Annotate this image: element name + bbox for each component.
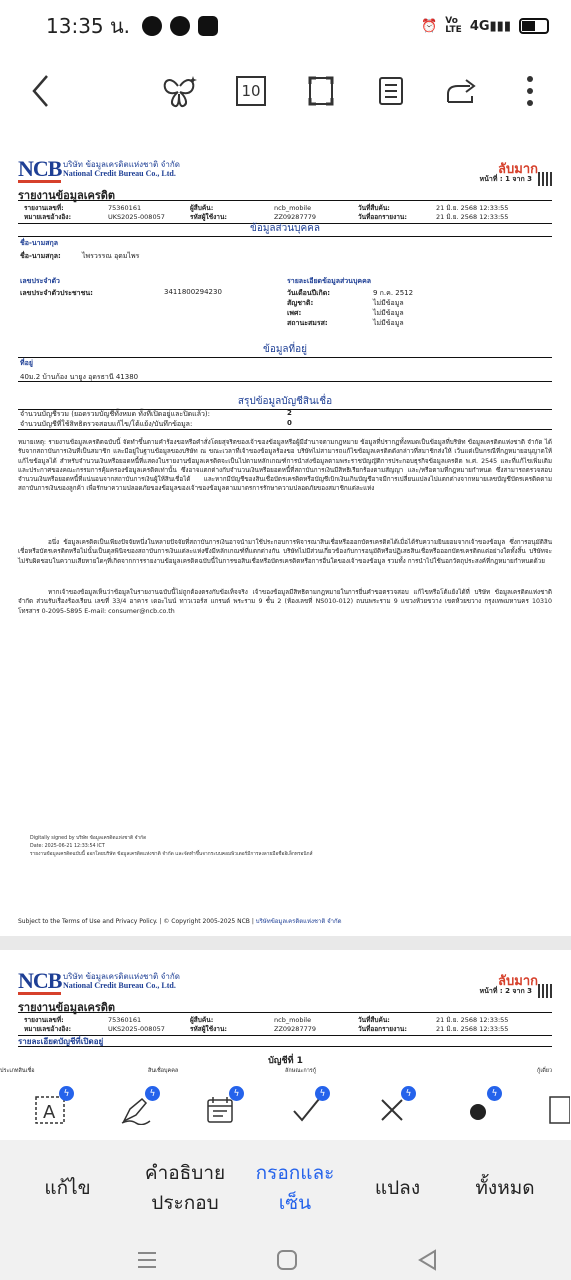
status-bar (0, 0, 571, 52)
more-vertical-icon (526, 75, 534, 107)
tab-annotate[interactable]: คำอธิบาย ประกอบ (144, 1162, 226, 1214)
dob-label: วันเดือนปีเกิด: (287, 289, 331, 297)
report-header (18, 158, 552, 186)
col-single-borrower: กู้เดี่ยว (537, 1068, 553, 1074)
chevron-left-icon (31, 74, 51, 108)
marital-label: สถานะสมรส: (287, 319, 328, 327)
page-info: หน้าที่ : 2 จาก 3 (479, 987, 532, 995)
home-icon (276, 1249, 298, 1271)
rectangle-icon (540, 1095, 570, 1125)
sum1-label: จำนวนบัญชีรวม (ยอดรวมบัญชีทั้งหมด ทั้งที่เปิดอยู่และปิดแล้ว): (20, 410, 211, 418)
section-summary: สรุปข้อมูลบัญชีสินเชื่อ (18, 394, 552, 410)
section-personal: ข้อมูลส่วนบุคคล (18, 221, 552, 237)
id-label: เลขประจำตัวประชาชน: (20, 289, 93, 297)
rectangle-tool[interactable] (540, 1090, 570, 1130)
marital-value: ไม่มีข้อมูล (373, 319, 404, 327)
note-paragraph-3: หากเจ้าของข้อมูลเห็นว่าข้อมูลในรายงานฉบับนี้ไม่ถูกต้องตรงกับข้อเท็จจริง เจ้าของข้อมูลมีสิทธิตามกฎหมายในการยื่นคำขอตรวจสอบ แก้ไขหรือโต้แย้งได้ที่ บริษัท ข้อมูลเครดิตแห่งชาติ จำกัด ส่วนรับเรื่องร้องเรียน เลขที่ 33/4 อาคาร เดอะไนน์ ทาวเวอร์ส แกรนด์ พระราม 9 ชั้น 2 (ห้องเลขที่ NS010-012) ถนนพระราม 9 แขวงห้วยขวาง เขตห้วยขวาง กรุงเทพมหานคร 10310 โทรสาร 0-2095-5895 E-mail: consumer@ncb.co.th (18, 589, 552, 615)
back-button[interactable] (26, 74, 56, 108)
nationality-label: สัญชาติ: (287, 299, 314, 307)
ncb-logo: NCB (18, 968, 62, 993)
note-paragraph-2: อนึ่ง ข้อมูลเครดิตเป็นเพียงปัจจัยหนึ่งในหลายปัจจัยที่สถาบันการเงินอาจนำมาใช้ประกอบการพิจารณาสินเชื่อหรือออกบัตรเครดิตได้เมื่อได้รับความยินยอมจากเจ้าของข้อมูล ซึ่งการอนุมัติสินเชื่อหรือบัตรเครดิตหรือไม่นั้นเป็นดุลพินิจของสถาบันการเงินแต่ละแห่งซึ่งมีหลักเกณฑ์ที่แตกต่างกัน บริษัทไม่มีส่วนเกี่ยวข้องกับการอนุมัติหรือปฏิเสธสินเชื่อหรือออกบัตรเครดิตแต่อย่างใดทั้งสิ้น บริษัทจะไม่รับผิดชอบในความเสียหายใดๆที่เกิดจากการรายงานข้อมูลเครดิตฉบับนี้ในการขอสินเชื่อหรือบัตรเครดิตหรือการอื่นใดของเจ้าของข้อมูล รวมทั้ง การนำไปใช้นอกวัตถุประสงค์ที่กฎหมายกำหนดด้วย (18, 539, 552, 565)
company-name-en: National Credit Bureau Co., Ltd. (63, 981, 176, 990)
ai-assistant-button[interactable] (160, 74, 200, 108)
tab-all[interactable]: ทั้งหมด (475, 1177, 535, 1199)
company-name-th: บริษัท ข้อมูลเครดิตแห่งชาติ จำกัด (63, 160, 180, 169)
name-heading: ชื่อ-นามสกุล (20, 239, 58, 247)
lightning-icon: ϟ (145, 1086, 160, 1101)
report-header (18, 970, 552, 998)
section-address: ข้อมูลที่อยู่ (18, 342, 552, 358)
sum1-value: 2 (287, 409, 292, 417)
checkmark-icon (291, 1095, 321, 1125)
volte-icon: Vo LTE (445, 16, 462, 35)
system-nav-bar (0, 1240, 571, 1280)
reader-mode-button[interactable] (376, 74, 406, 108)
address-value: 40ม.2 บ้านก้อง นายูง อุดรธานี 41380 (20, 373, 139, 381)
note-paragraph-1: หมายเหตุ: รายงานข้อมูลเครดิตฉบับนี้ จัดทำขึ้นตามคำร้องขอหรือคำสั่งโดยสุจริตของเจ้าของข้อมูลหรือผู้มีอำนาจตามกฎหมาย ข้อมูลที่ปรากฏทั้งหมดเป็นข้อมูลที่บริษัท ข้อมูลเครดิตแห่งชาติ จำกัด ได้รับจากสถาบันการเงินที่เป็นสมาชิก และมีอยู่ในฐานข้อมูลของบริษัท ณ ขณะเวลาที่เจ้าของข้อมูลร้องขอ บริษัทไม่สามารถแก้ไขข้อมูลเครดิตดังกล่าวที่สมาชิกส่งให้ เว้นแต่เป็นกรณีที่กฎหมายอนุญาตให้แก้ไขข้อมูลได้ สำหรับจำนวนเงินหรือยอดหนี้ที่แสดงในรายงานข้อมูลเครดิตจะเป็นไปตามหลักเกณฑ์การนำส่งข้อมูลตามพระราชบัญญัติการประกอบธุรกิจข้อมูลเครดิต พ.ศ. 2545 และที่แก้ไขเพิ่มเติม และประกาศของคณะกรรมการคุ้มครองข้อมูลเครดิตเท่านั้น ซึ่งอาจแตกต่างกับจำนวนเงินหรือยอดหนี้ที่สถาบันการเงินมีสิทธิเรียกร้องตามสัญญา และ/หรือตามที่กฎหมายกำหนด ซึ่งสามารถตรวจสอบจำนวนเงินหรือยอดหนี้ที่แน่นอนจากสถาบันการเงินผู้ให้สินเชื่อได้ และหากมีบัญชีของสินเชื่อบัตรเครดิตหรือบัญชีเบิกเงินเกินบัญชีอาจมีการเปลี่ยนแปลงไปแตกต่างจากหมายเลขบัญชีบัตรเครดิตตามสถาบันการเงินของลูกค้า เพื่อรักษาความปลอดภัยของข้อมูลของเจ้าของข้อมูลตามมาตรการรักษาความปลอดภัยของสมาชิกแต่ละแห่ง (18, 439, 552, 493)
bottom-tab-bar (0, 1140, 571, 1240)
address-heading: ที่อยู่ (20, 359, 33, 367)
tab-fill-sign[interactable]: กรอกและ เซ็น (255, 1162, 335, 1214)
qr-code-icon (538, 172, 552, 186)
battery-icon (519, 18, 549, 34)
divider (18, 1046, 552, 1047)
page-footer: Subject to the Terms of Use and Privacy Policy. | © Copyright 2005-2025 NCB | บริษัทข้อมูลเครดิตแห่งชาติ จำกัด (18, 918, 342, 925)
divider (18, 429, 552, 430)
open-accounts-heading: รายละเอียดบัญชีที่เปิดอยู่ (18, 1037, 104, 1046)
4g-signal-icon: 4G▮▮▮ (469, 18, 511, 34)
ncb-logo: NCB (18, 156, 62, 181)
more-button[interactable] (520, 74, 540, 108)
svg-text:A: A (43, 1102, 56, 1123)
fill-sign-tools (0, 1082, 571, 1140)
report-title: รายงานข้อมูลเครดิต (18, 1001, 116, 1014)
top-toolbar (0, 56, 571, 126)
dob-value: 9 ก.ค. 2512 (373, 289, 414, 297)
detail-heading: รายละเอียดข้อมูลส่วนบุคคล (287, 277, 372, 285)
pdf-page-1 (0, 138, 571, 936)
fullscreen-button[interactable] (306, 74, 336, 108)
nationality-value: ไม่มีข้อมูล (373, 299, 404, 307)
alarm-icon: ⏰ (421, 18, 438, 34)
tab-edit[interactable]: แก้ไข (44, 1177, 91, 1199)
text-box-tool[interactable] (30, 1090, 70, 1130)
recent-apps-button[interactable] (132, 1246, 162, 1274)
recent-apps-icon (136, 1250, 158, 1270)
sum2-value: 0 (287, 419, 292, 427)
lightning-icon: ϟ (59, 1086, 74, 1101)
report-meta: รายงานเลขที่: 75360161 ผู้สืบค้น: ncb_mobile วันที่สืบค้น: 21 มิ.ย. 2568 12:33:55 หมายเลขอ้างอิง: UKS2025-008057 รหัสผู้ใช้งาน: ZZ09287779 วันที่ออกรายงาน: 21 มิ.ย. 2568 12:33:55 (18, 1012, 552, 1036)
dot-tool[interactable] (458, 1090, 498, 1130)
checkmark-tool[interactable] (286, 1090, 326, 1130)
report-meta: รายงานเลขที่: 75360161 ผู้สืบค้น: ncb_mobile วันที่สืบค้น: 21 มิ.ย. 2568 12:33:55 หมายเลขอ้างอิง: UKS2025-008057 รหัสผู้ใช้งาน: ZZ09287779 วันที่ออกรายงาน: 21 มิ.ย. 2568 12:33:55 (18, 200, 552, 224)
confidential-label: ลับมาก (498, 162, 538, 177)
company-name-th: บริษัท ข้อมูลเครดิตแห่งชาติ จำกัด (63, 972, 180, 981)
name-label: ชื่อ-นามสกุล: (20, 252, 61, 260)
account-title: บัญชีที่ 1 (268, 1056, 303, 1066)
report-title: รายงานข้อมูลเครดิต (18, 189, 116, 202)
line-icon (170, 16, 190, 36)
reader-mode-icon (378, 76, 404, 106)
page-info: หน้าที่ : 1 จาก 3 (479, 175, 532, 183)
signature-tool[interactable] (116, 1090, 156, 1130)
status-time: 13:35 น. (46, 14, 131, 38)
name-value: ไพรวรรณ อุดมไพร (82, 252, 140, 260)
digital-signature: Digitally signed by บริษัท ข้อมูลเครดิตแห่งชาติ จำกัด Date: 2025-06-21 12:33:54 ICT รายงานข้อมูลเครดิตฉบับนี้ ออกโดยบริษัท ข้อมูลเครดิตแห่งชาติ จำกัด และจัดทำขึ้นจากระบบคอมพิวเตอร์มีการลงลายมือชื่ออิเล็กทรอนิกส์ (30, 836, 313, 857)
divider (18, 381, 552, 382)
col-personal-loan: สินเชื่อบุคคล (148, 1068, 179, 1074)
col-borrow-type: ลักษณะการกู้ (285, 1068, 317, 1074)
camera-icon (142, 16, 162, 36)
lightning-icon: ϟ (315, 1086, 330, 1101)
id-value: 3411800294230 (164, 288, 222, 296)
cross-tool[interactable] (372, 1090, 412, 1130)
qr-code-icon (538, 984, 552, 998)
fullscreen-icon (308, 76, 334, 106)
gender-value: ไม่มีข้อมูล (373, 309, 404, 317)
tiktok-icon (198, 16, 218, 36)
company-name-en: National Credit Bureau Co., Ltd. (63, 169, 176, 178)
back-triangle-icon (417, 1249, 437, 1271)
page-count-button[interactable] (235, 74, 267, 108)
share-button[interactable] (443, 74, 479, 108)
document-viewer[interactable] (0, 138, 571, 1168)
lightning-icon: ϟ (487, 1086, 502, 1101)
col-loan-type: ประเภทสินเชื่อ (0, 1068, 35, 1074)
gender-label: เพศ: (287, 309, 302, 317)
footer-link[interactable]: บริษัทข้อมูลเครดิตแห่งชาติ จำกัด (255, 918, 342, 925)
lightning-icon: ϟ (401, 1086, 416, 1101)
butterfly-sparkle-icon (161, 74, 199, 108)
home-button[interactable] (272, 1246, 302, 1274)
page-count: 10 (236, 76, 266, 106)
date-form-icon (205, 1095, 235, 1125)
dot-icon (466, 1098, 490, 1122)
tab-convert[interactable]: แปลง (374, 1177, 421, 1199)
sum2-label: จำนวนบัญชีที่ใช้สิทธิตรวจสอบแก้ไข/โต้แย้ง/บันทึกข้อมูล: (20, 420, 193, 428)
cross-mark-icon (378, 1096, 406, 1124)
back-nav-button[interactable] (412, 1246, 442, 1274)
lightning-icon: ϟ (229, 1086, 244, 1101)
date-tool[interactable] (200, 1090, 240, 1130)
id-heading: เลขประจำตัว (20, 277, 60, 285)
confidential-label: ลับมาก (498, 974, 538, 989)
share-icon (444, 76, 478, 106)
